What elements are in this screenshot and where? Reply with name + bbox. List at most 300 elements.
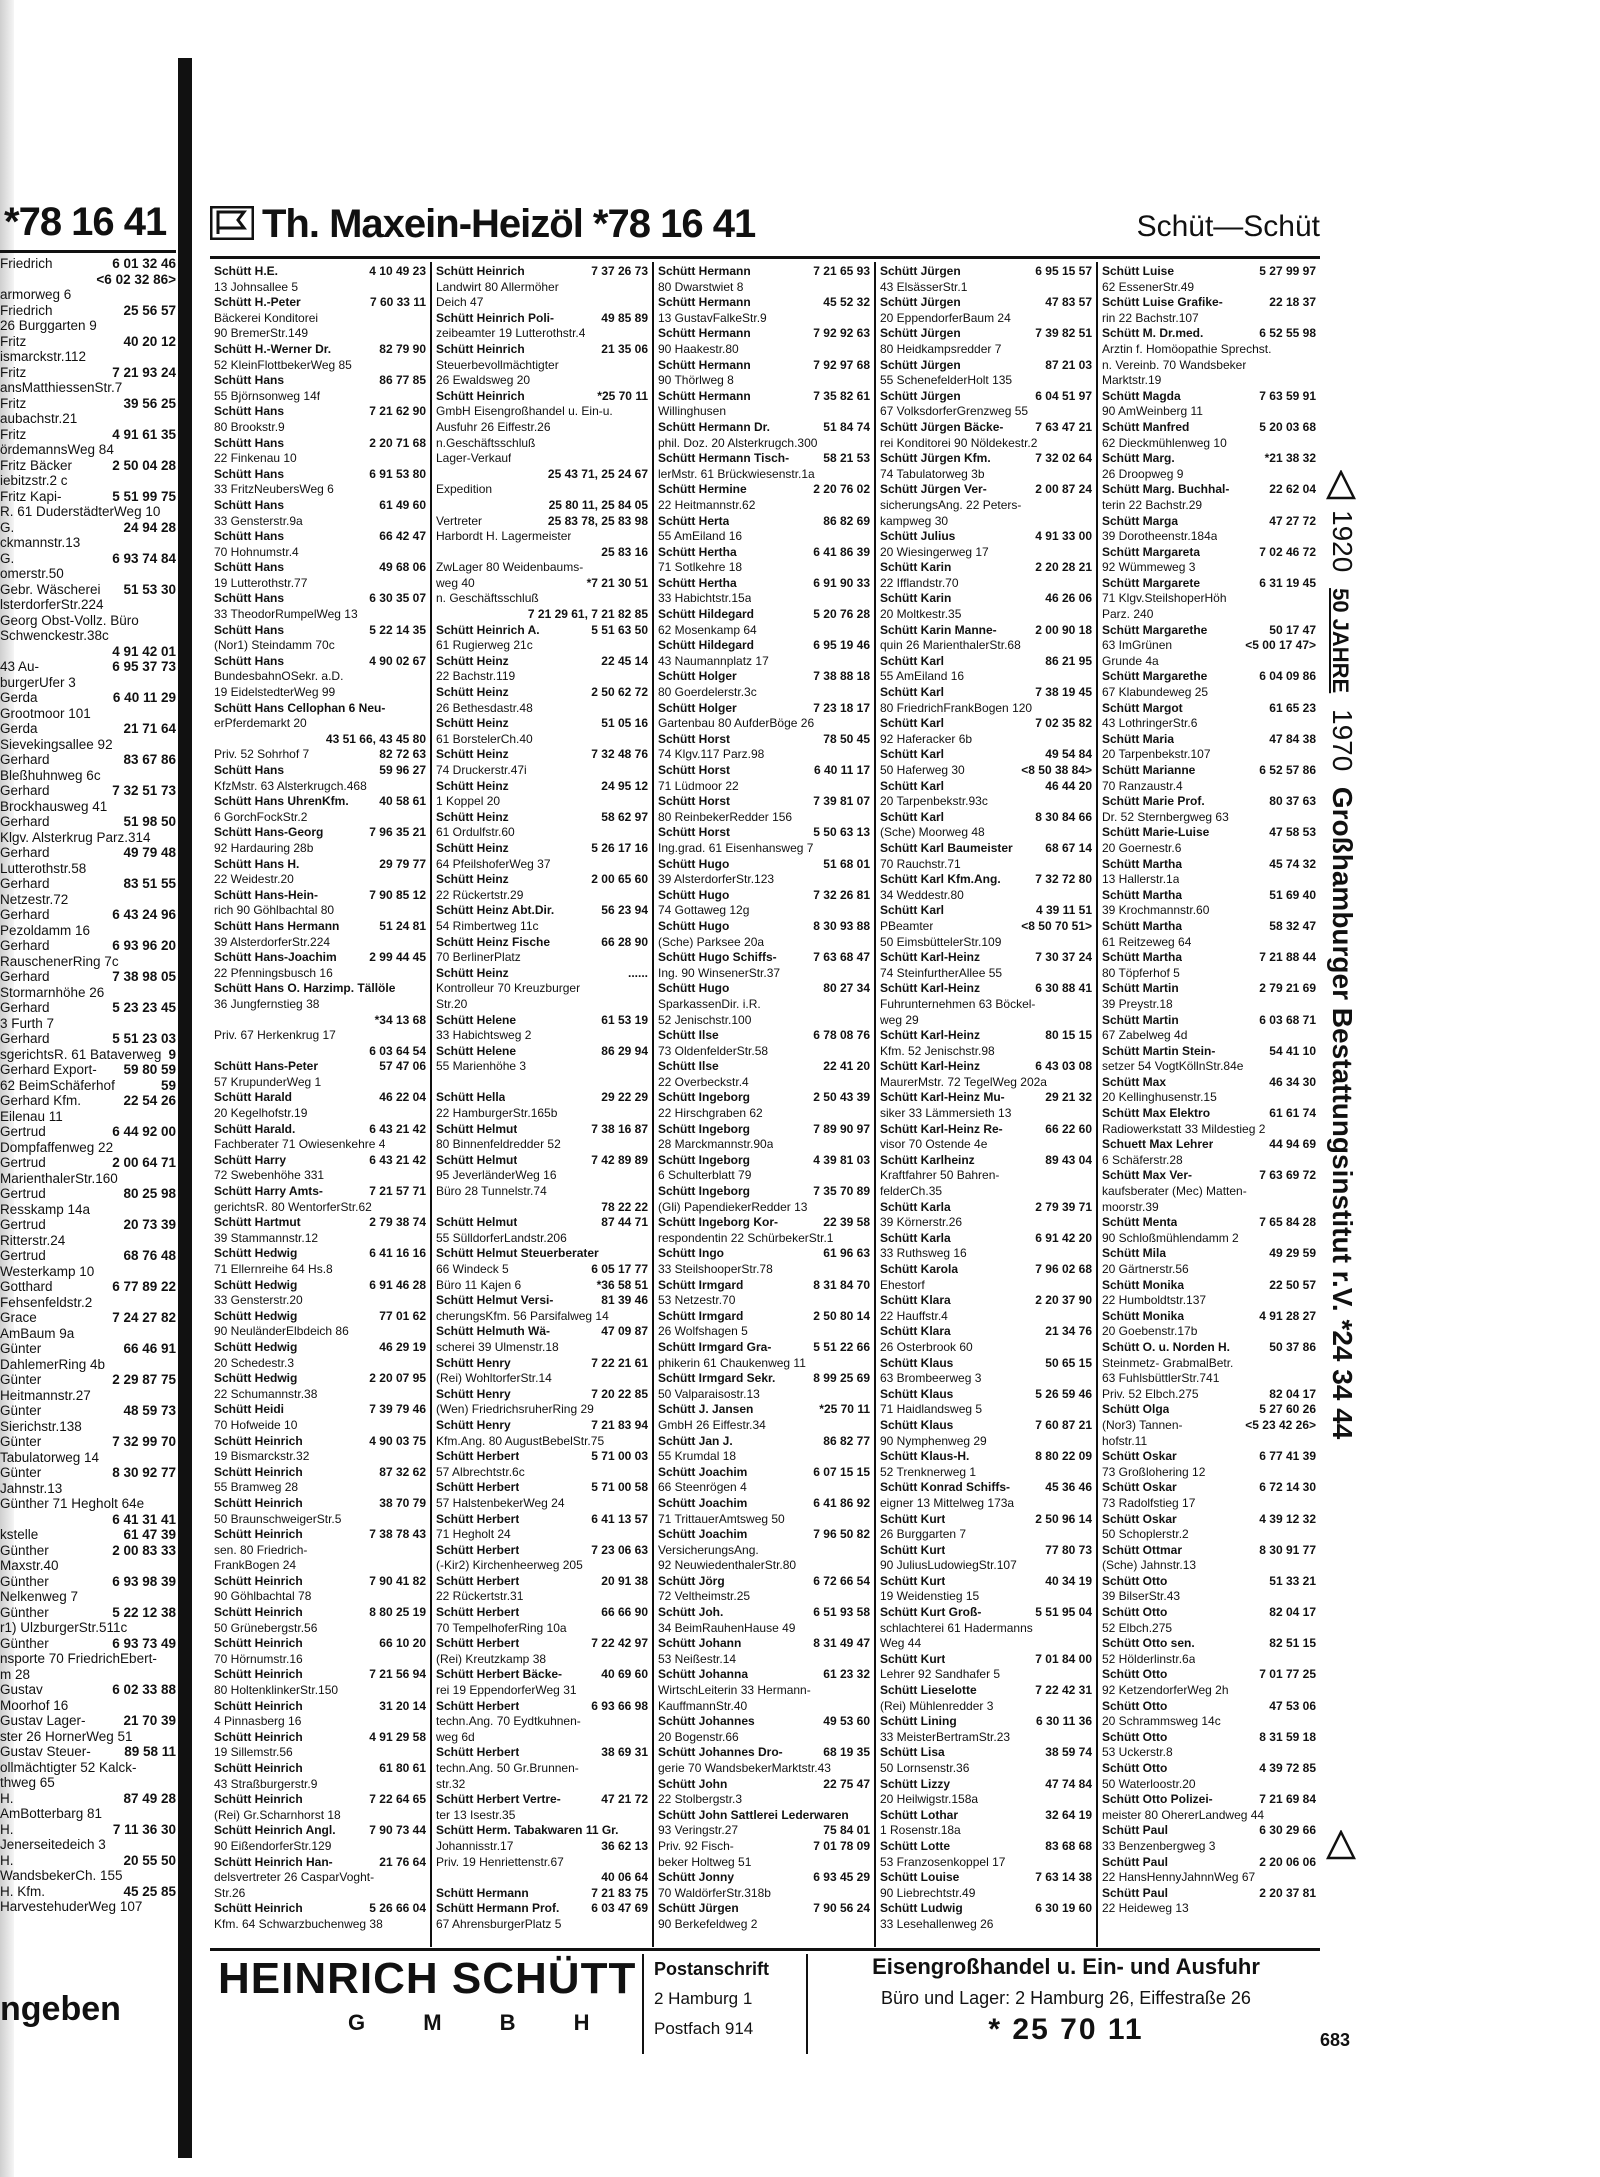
listing-entry: [880, 1402, 1092, 1418]
listing-entry: [658, 1324, 870, 1340]
phone-number: 49 29 59: [1269, 1246, 1316, 1261]
listing-entry: [0, 442, 176, 458]
entry-text: Schütt Ingeborg: [658, 1152, 750, 1167]
listing-entry: [436, 1761, 648, 1777]
phone-number: 6 78 08 76: [813, 1028, 870, 1043]
entry-text: 61 Ordulfstr.60: [436, 825, 515, 840]
entry-text: Schütt Hartmut: [214, 1215, 301, 1230]
entry-text: gerie 70 WandsbekerMarktstr.43: [658, 1761, 831, 1775]
phone-number: 6 04 09 86: [1259, 669, 1316, 684]
listing-entry: [436, 1496, 648, 1512]
phone-number: 6 93 73 49: [112, 1635, 176, 1651]
phone-number: 82 04 17: [1269, 1605, 1316, 1620]
listing-entry: [880, 1137, 1092, 1153]
listing-entry: [1102, 326, 1316, 342]
entry-text: Schütt Hans: [214, 497, 285, 512]
listing-entry: [880, 1917, 1092, 1933]
listing-entry: [436, 482, 648, 498]
listing-entry: [880, 529, 1092, 545]
phone-number: 8 31 59 18: [1259, 1729, 1316, 1744]
entry-text: cherungsKfm. 56 Parsifalweg 14: [436, 1308, 609, 1323]
phone-number: 7 21 56 94: [369, 1667, 426, 1682]
listing-entry: [0, 1171, 176, 1187]
listing-entry: [436, 685, 648, 701]
listing-entry: [658, 935, 870, 951]
entry-text: rei Konditorei 90 Nöldekestr.2: [880, 435, 1038, 450]
entry-text: Günter: [0, 1434, 42, 1449]
ad-rule: [210, 1948, 1320, 1951]
listing-entry: [658, 1527, 870, 1543]
listing-entry: [880, 1901, 1092, 1917]
listing-entry: [1102, 1636, 1316, 1652]
entry-text: Schütt Ingeborg: [658, 1184, 750, 1199]
entry-text: Schütt Margarethe: [1102, 669, 1208, 684]
entry-text: Kontrolleur 70 Kreuzburger: [436, 981, 581, 996]
phone-number: 6 93 66 98: [591, 1698, 648, 1713]
ad-postal-block: [654, 1954, 804, 2044]
entry-text: Gerhard: [0, 1000, 50, 1015]
phone-number: 2 00 64 71: [112, 1155, 176, 1170]
phone-number: 8 30 92 77: [112, 1465, 176, 1480]
phone-number: 7 32 99 70: [112, 1434, 176, 1449]
listing-entry: [0, 1527, 176, 1543]
listing-entry: [214, 295, 426, 311]
entry-text: Radiowerkstatt 33 Mildestieg 2: [1102, 1121, 1266, 1136]
listing-entry: [880, 1262, 1092, 1278]
listing-entry: [880, 326, 1092, 342]
listing-entry: [436, 1122, 648, 1138]
entry-text: 33 Ruthsweg 16: [880, 1246, 967, 1261]
listing-entry: [880, 1028, 1092, 1044]
listing-entry: [0, 1465, 176, 1481]
listing-entry: [436, 669, 648, 685]
listing-entry: [1102, 295, 1316, 311]
listing-entry: [214, 841, 426, 857]
phone-number: 45 74 32: [1269, 856, 1316, 871]
listing-entry: [214, 981, 426, 997]
listing-entry: [0, 954, 176, 970]
entry-text: Schütt Karl-Heinz: [880, 950, 981, 965]
phone-number: 86 77 85: [379, 373, 426, 388]
phone-number: 6 72 14 30: [1259, 1480, 1316, 1495]
phone-number: 8 80 22 09: [1035, 1449, 1092, 1464]
entry-text: 52 KleinFlottbekerWeg 85: [214, 357, 352, 372]
entry-text: Fritz: [0, 395, 27, 411]
entry-text: Schwenckestr.38c: [0, 628, 109, 643]
entry-text: H. Kfm.: [0, 1883, 46, 1899]
entry-text: Schütt Hildegard: [658, 607, 755, 622]
entry-text: Schütt Karl Baumeister: [880, 840, 1013, 855]
phone-number: 22 75 47: [823, 1776, 870, 1791]
phone-number: 47 53 06: [1269, 1698, 1316, 1713]
listing-entry: [214, 1262, 426, 1278]
phone-number: 8 80 25 19: [369, 1605, 426, 1620]
entry-text: Gotthard: [0, 1279, 53, 1294]
ad-postal-line: Postfach 914: [654, 2019, 754, 2038]
listing-entry: [436, 1621, 648, 1637]
entry-text: Ing.grad. 61 Eisenhansweg 7: [658, 840, 814, 855]
listing-entry: [658, 903, 870, 919]
entry-text: Pezoldamm 16: [0, 922, 91, 938]
listing-entry: [214, 1387, 426, 1403]
listing-entry: [436, 1075, 648, 1091]
entry-text: 55 AmEiland 16: [658, 529, 743, 544]
phone-number: 7 96 50 82: [813, 1527, 870, 1542]
entry-text: Schütt Irmgard Gra-: [658, 1339, 772, 1354]
entry-text: (Sche) Moorweg 48: [880, 825, 985, 840]
entry-text: Schütt H.-Werner Dr.: [214, 341, 332, 356]
entry-text: 19 Bismarckstr.32: [214, 1449, 310, 1464]
listing-entry: [436, 1683, 648, 1699]
entry-text: Schütt Ingeborg Kor-: [658, 1215, 778, 1230]
listing-entry: [658, 514, 870, 530]
entry-text: Schütt Marg.: [1102, 451, 1175, 466]
listing-entry: [214, 1761, 426, 1777]
listing-entry: [214, 420, 426, 436]
listing-entry: [880, 1512, 1092, 1528]
entry-text: aubachstr.21: [0, 411, 78, 426]
entry-text: Schütt Marga: [1102, 513, 1179, 528]
ad-business-block: [816, 1954, 1316, 2047]
phone-number: 5 51 63 50: [591, 622, 648, 637]
listing-entry: [0, 644, 176, 660]
listing-entry: [436, 1434, 648, 1450]
entry-text: Gustav: [0, 1682, 43, 1697]
entry-text: Schütt Hedwig: [214, 1246, 298, 1261]
listing-entry: [214, 763, 426, 779]
listing-entry: [0, 566, 176, 582]
listing-entry: [880, 1699, 1092, 1715]
phone-number: 7 89 90 97: [813, 1121, 870, 1136]
entry-text: Schütt Marie-Luise: [1102, 825, 1210, 840]
listing-entry: [658, 404, 870, 420]
listing-entry: [0, 287, 176, 303]
phone-number: 7 35 70 89: [813, 1184, 870, 1199]
listing-entry: [214, 1667, 426, 1683]
entry-text: 19 Sillemstr.56: [214, 1745, 293, 1760]
listing-entry: [214, 1434, 426, 1450]
phone-number: 87 21 03: [1045, 357, 1092, 372]
phone-number: 5 22 14 35: [369, 622, 426, 637]
listing-entry: [880, 1434, 1092, 1450]
listing-entry: [214, 1714, 426, 1730]
entry-text: Schütt Margarethe: [1102, 622, 1208, 637]
listing-entry: [436, 1402, 648, 1418]
entry-text: 55 Björnsonweg 14f: [214, 388, 321, 403]
listing-entry: [1102, 1574, 1316, 1590]
listing-entry: [214, 1200, 426, 1216]
listing-entry: [880, 1636, 1092, 1652]
entry-text: Schütt Heidi: [214, 1402, 285, 1417]
listing-entry: [880, 716, 1092, 732]
entry-text: ZwLager 80 Weidenbaums-: [436, 560, 584, 575]
entry-text: 53 Franzosenkoppel 17: [880, 1854, 1006, 1869]
entry-text: Günther: [0, 1635, 49, 1651]
listing-entry: [0, 1326, 176, 1342]
phone-number: 8 30 84 66: [1035, 809, 1092, 824]
listing-entry: [658, 825, 870, 841]
phone-number: 2 00 83 33: [112, 1542, 176, 1558]
entry-text: Schütt Helene: [436, 1043, 517, 1058]
entry-text: DahlemerRing 4b: [0, 1356, 106, 1372]
entry-text: Str.20: [436, 996, 468, 1011]
entry-text: Kfm. 64 Schwarzbuchenweg 38: [214, 1916, 383, 1931]
listing-entry: [880, 1558, 1092, 1574]
listing-entry: [214, 638, 426, 654]
entry-text: 90 Thörlweg 8: [658, 373, 734, 388]
listing-entry: [214, 1044, 426, 1060]
entry-text: 50 Grünebergstr.56: [214, 1620, 318, 1635]
listing-entry: [436, 358, 648, 374]
listing-entry: [214, 1558, 426, 1574]
phone-number: 59 96 27: [379, 763, 426, 777]
entry-text: Schütt Hans-Joachim: [214, 950, 337, 965]
phone-number: 2 20 37 90: [1035, 1293, 1092, 1308]
phone-number: 45 36 46: [1045, 1480, 1092, 1495]
entry-text: 1 Rosenstr.18a: [880, 1823, 961, 1838]
listing-entry: [436, 794, 648, 810]
entry-text: 33 Benzenbergweg 3: [1102, 1838, 1216, 1853]
listing-entry: [436, 1324, 648, 1340]
entry-text: Schütt Heinrich Angl.: [214, 1823, 336, 1838]
listing-entry: [1102, 1278, 1316, 1294]
entry-text: (-Kir2) Kirchenheerweg 205: [436, 1558, 583, 1573]
phone-number: 6 91 46 28: [369, 1277, 426, 1292]
listing-entry: [436, 623, 648, 639]
listing-entry: [436, 1371, 648, 1387]
phone-number: 47 58 53: [1269, 825, 1316, 840]
listing-entry: [658, 1636, 870, 1652]
entry-text: 54 Rimbertweg 11c: [436, 918, 539, 933]
phone-number: 2 00 65 60: [591, 872, 648, 887]
listing-entry: [658, 467, 870, 483]
listing-entry: [436, 1059, 648, 1075]
entry-text: Schütt Oskar: [1102, 1449, 1177, 1464]
entry-text: Schütt Hans: [214, 560, 285, 575]
entry-text: 22 HamburgerStr.165b: [436, 1106, 558, 1121]
phone-number: 61 23 32: [823, 1667, 870, 1682]
listing-entry: [658, 1231, 870, 1247]
listing-entry: [214, 1028, 426, 1044]
listing-entry: [880, 1652, 1092, 1668]
listing-entry: [658, 1901, 870, 1917]
listing-entry: [880, 1324, 1092, 1340]
entry-text: Schütt Karl: [880, 653, 945, 668]
phone-number: 7 22 64 65: [369, 1792, 426, 1807]
entry-text: Schütt Hans: [214, 622, 285, 637]
entry-text: 43 ElsässerStr.1: [880, 279, 968, 294]
listing-entry: [658, 1309, 870, 1325]
entry-text: Schütt Otto: [1102, 1729, 1168, 1744]
phone-number: 51 98 50: [123, 814, 176, 829]
entry-text: 80 Brookstr.9: [214, 419, 285, 434]
entry-text: 66 Steenrögen 4: [658, 1480, 747, 1495]
entry-text: Schütt Karola: [880, 1262, 959, 1276]
phone-number: 5 27 99 97: [1259, 264, 1316, 278]
entry-text: Schütt Klaus: [880, 1355, 954, 1370]
listing-entry: [0, 845, 176, 861]
phone-number: <5 23 42 26>: [1245, 1417, 1316, 1432]
listing-entry: [658, 732, 870, 748]
entry-text: rin 22 Bachstr.107: [1102, 310, 1199, 325]
phone-number: 48 59 73: [123, 1403, 176, 1418]
listing-entry: [880, 295, 1092, 311]
page-number: 683: [1320, 2030, 1351, 2050]
phone-number: 8 30 93 88: [813, 918, 870, 933]
entry-text: eigner 13 Mittelweg 173a: [880, 1495, 1015, 1510]
entry-text: 90 AmWeinberg 11: [1102, 404, 1203, 419]
entry-text: Schütt Hans-Hein-: [214, 887, 319, 902]
entry-text: Schütt Hans: [214, 466, 285, 481]
entry-text: 34 Weddestr.80: [880, 887, 964, 902]
listing-entry: [0, 489, 176, 505]
entry-text: Schütt Helmut Versi-: [436, 1293, 554, 1308]
phone-number: 6 43 21 42: [369, 1152, 426, 1167]
banner-jubilee: 50 JAHRE: [1328, 588, 1353, 694]
listing-entry: [658, 560, 870, 576]
entry-text: Fritz Kapi-: [0, 488, 62, 504]
listing-entry: [658, 1153, 870, 1169]
entry-text: 80 Goerdelerstr.3c: [658, 685, 757, 700]
phone-number: 29 79 77: [379, 856, 426, 871]
entry-text: 90 Göhlbachtal 78: [214, 1589, 312, 1604]
listing-entry: [1102, 1589, 1316, 1605]
entry-text: 92 Wümmeweg 3: [1102, 560, 1196, 575]
entry-text: AmBaum 9a: [0, 1325, 75, 1341]
listing-entry: [880, 1356, 1092, 1372]
entry-text: 22 Stolbergstr.3: [658, 1792, 743, 1807]
entry-text: quin 26 MarienthalerStr.68: [880, 638, 1021, 653]
listing-entry: [658, 1278, 870, 1294]
phone-number: 6 30 35 07: [369, 591, 426, 606]
phone-number: 31 20 14: [379, 1698, 426, 1713]
entry-text: 61 BorstelerCh.40: [436, 731, 533, 746]
listing-entry: [658, 1621, 870, 1637]
entry-text: WirtschLeiterin 33 Hermann-: [658, 1683, 811, 1698]
listing-entry: [0, 1729, 176, 1745]
listing-entry: [658, 1200, 870, 1216]
entry-text: 70 Ranzaustr.4: [1102, 778, 1183, 793]
listing-entry: [658, 295, 870, 311]
listing-entry: [880, 857, 1092, 873]
entry-text: 90 Liebrechtstr.49: [880, 1885, 976, 1900]
listing-entry: [214, 810, 426, 826]
listing-entry: [658, 529, 870, 545]
entry-text: 70 Rauchstr.71: [880, 856, 961, 871]
entry-text: 70 TempelhoferRing 10a: [436, 1620, 567, 1635]
listing-entry: [214, 1184, 426, 1200]
phone-number: 59: [160, 1077, 176, 1093]
phone-number: *7 21 30 51: [586, 575, 648, 590]
entry-text: Schütt Margot: [1102, 700, 1183, 715]
listing-entry: [214, 1324, 426, 1340]
entry-text: 26 Droopweg 9: [1102, 466, 1184, 481]
listing-entry: [658, 1574, 870, 1590]
entry-text: Priv. 52 Sohrhof 7: [214, 747, 310, 762]
listing-entry: [0, 1202, 176, 1218]
phone-number: 77 80 73: [1045, 1542, 1092, 1557]
entry-text: Schütt Heinrich: [214, 1761, 303, 1775]
listing-entry: [436, 1293, 648, 1309]
listing-entry: [880, 482, 1092, 498]
listing-entry: [0, 1837, 176, 1853]
entry-text: Grootmoor 101: [0, 705, 91, 721]
listing-column: [654, 262, 876, 1947]
entry-text: Günter: [0, 1403, 42, 1418]
listing-entry: [0, 1248, 176, 1264]
entry-text: 90 Haakestr.80: [658, 341, 739, 356]
phone-number: 8 31 84 70: [813, 1277, 870, 1292]
entry-text: Schütt Max Elektro: [1102, 1106, 1211, 1121]
entry-text: 74 Gottaweg 12g: [658, 903, 750, 918]
listing-entry: [0, 1698, 176, 1714]
entry-text: Schütt Hans: [214, 529, 285, 544]
entry-text: Schütt Karl: [880, 716, 945, 731]
entry-text: Schütt Heinrich Han-: [214, 1854, 333, 1869]
entry-text: Sievekingsallee 92: [0, 736, 113, 752]
phone-number: *21 38 32: [1264, 451, 1316, 466]
entry-text: Schütt Herbert: [436, 1511, 520, 1526]
phone-number: 21 34 76: [1045, 1324, 1092, 1339]
listing-entry: [0, 1744, 176, 1760]
entry-text: Landwirt 80 Allermöher: [436, 279, 559, 294]
entry-text: Schütt Harald.: [214, 1121, 296, 1136]
phone-number: 7 65 84 28: [1259, 1215, 1316, 1230]
listing-entry: [658, 779, 870, 795]
phone-number: 7 92 97 68: [813, 357, 870, 372]
phone-number: *34 13 68: [374, 1012, 426, 1027]
entry-text: VersicherungsAng.: [658, 1542, 759, 1557]
listing-entry: [1102, 1543, 1316, 1559]
phone-number: 83 51 55: [123, 876, 176, 891]
phone-number: 6 95 37 73: [112, 659, 176, 674]
entry-text: Schütt Helmut: [436, 1215, 518, 1230]
entry-text: 71 TrittauerAmtsweg 50: [658, 1511, 785, 1526]
listing-entry: [436, 1153, 648, 1169]
entry-text: Gertrud: [0, 1186, 46, 1201]
entry-text: Schütt Herbert: [436, 1573, 520, 1588]
entry-text: Schütt Jürgen: [880, 264, 961, 278]
phone-number: 6 02 33 88: [112, 1682, 176, 1697]
entry-text: 55 Marienhöhe 3: [436, 1059, 527, 1074]
entry-text: 70 BerlinerPlatz: [436, 950, 521, 965]
entry-text: Schütt Kurt: [880, 1542, 946, 1557]
entry-text: Harbordt H. Lagermeister: [436, 529, 572, 544]
phone-number: 4 91 33 00: [1035, 529, 1092, 544]
phone-number: 50 65 15: [1045, 1355, 1092, 1370]
listing-entry: [658, 1106, 870, 1122]
entry-text: 22 Bachstr.119: [436, 669, 516, 684]
listing-entry: [658, 1340, 870, 1356]
entry-text: Georg Obst-Vollz. Büro: [0, 612, 139, 628]
entry-text: 73 Radolfstieg 17: [1102, 1495, 1196, 1510]
listing-entry: [880, 358, 1092, 374]
entry-text: 20 Tarpenbekstr.107: [1102, 747, 1211, 762]
entry-text: Schütt Hugo Schiffs-: [658, 950, 777, 965]
listing-entry: [214, 1527, 426, 1543]
phone-number: <6 02 32 86>: [96, 271, 176, 287]
entry-text: 20 Heilwigstr.158a: [880, 1792, 979, 1807]
entry-text: Schütt Menta: [1102, 1215, 1178, 1230]
entry-text: Schütt Karl-Heinz: [880, 1059, 981, 1074]
listing-entry: [0, 1791, 176, 1807]
listing-entry: [436, 1808, 648, 1824]
listing-entry: [214, 1231, 426, 1247]
phone-number: 2 20 06 06: [1259, 1854, 1316, 1869]
listing-entry: [658, 763, 870, 779]
entry-text: Schütt Johann: [658, 1636, 742, 1651]
phone-number: 7 42 89 89: [591, 1152, 648, 1167]
